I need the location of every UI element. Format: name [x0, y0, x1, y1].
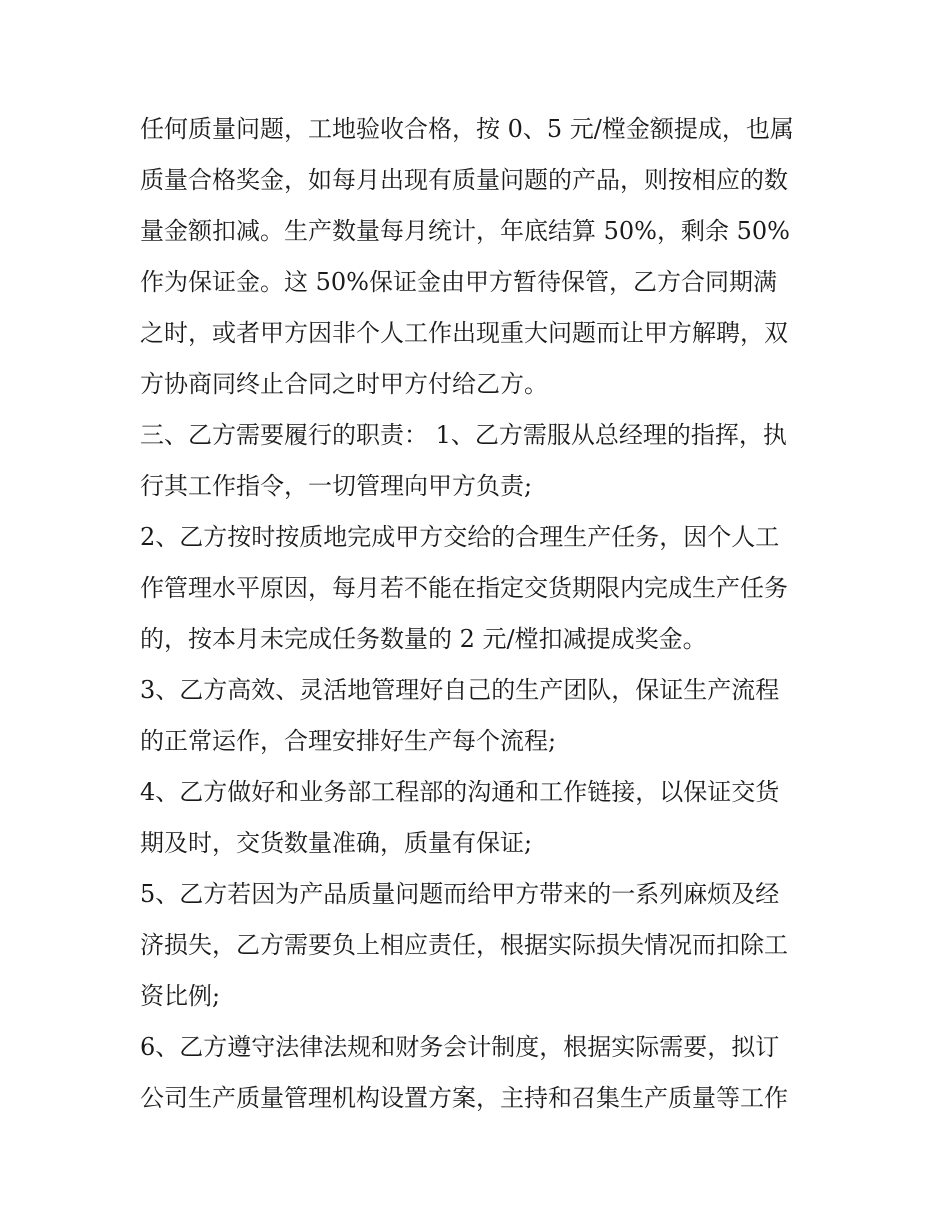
text-line: 公司生产质量管理机构设置方案，主持和召集生产质量等工作	[140, 1084, 788, 1112]
text-line: 期及时，交货数量准确，质量有保证;	[140, 829, 533, 857]
text-line: 作为保证金。这 50%保证金由甲方暂待保管，乙方合同期满	[140, 268, 777, 296]
document-body	[140, 104, 820, 1124]
text-line: 资比例;	[140, 982, 221, 1010]
text-line: 的，按本月未完成任务数量的 2 元/樘扣减提成奖金。	[140, 625, 707, 653]
clause-3-line: 3、乙方高效、灵活地管理好自己的生产团队，保证生产流程	[140, 676, 780, 704]
text-line: 质量合格奖金，如每月出现有质量问题的产品，则按相应的数	[140, 166, 788, 194]
text-line: 行其工作指令，一切管理向甲方负责;	[140, 472, 533, 500]
text-line: 之时，或者甲方因非个人工作出现重大问题而让甲方解聘，双	[140, 319, 788, 347]
text-line: 的正常运作，合理安排好生产每个流程;	[140, 727, 557, 755]
text-line: 济损失，乙方需要负上相应责任，根据实际损失情况而扣除工	[140, 931, 788, 959]
text-line: 任何质量问题，工地验收合格，按 0、5 元/樘金额提成，也属	[140, 115, 794, 143]
clause-2-line: 2、乙方按时按质地完成甲方交给的合理生产任务，因个人工	[140, 523, 780, 551]
section-three-heading-line: 三、乙方需要履行的职责： 1、乙方需服从总经理的指挥，执	[140, 421, 787, 449]
text-line: 作管理水平原因，每月若不能在指定交货期限内完成生产任务	[140, 574, 788, 602]
clause-5-line: 5、乙方若因为产品质量问题而给甲方带来的一系列麻烦及经	[140, 880, 780, 908]
text-line: 方协商同终止合同之时甲方付给乙方。	[140, 370, 548, 398]
clause-6-line: 6、乙方遵守法律法规和财务会计制度，根据实际需要，拟订	[140, 1033, 780, 1061]
text-line: 量金额扣减。生产数量每月统计，年底结算 50%，剩余 50%	[140, 217, 790, 245]
clause-4-line: 4、乙方做好和业务部工程部的沟通和工作链接，以保证交货	[140, 778, 780, 806]
